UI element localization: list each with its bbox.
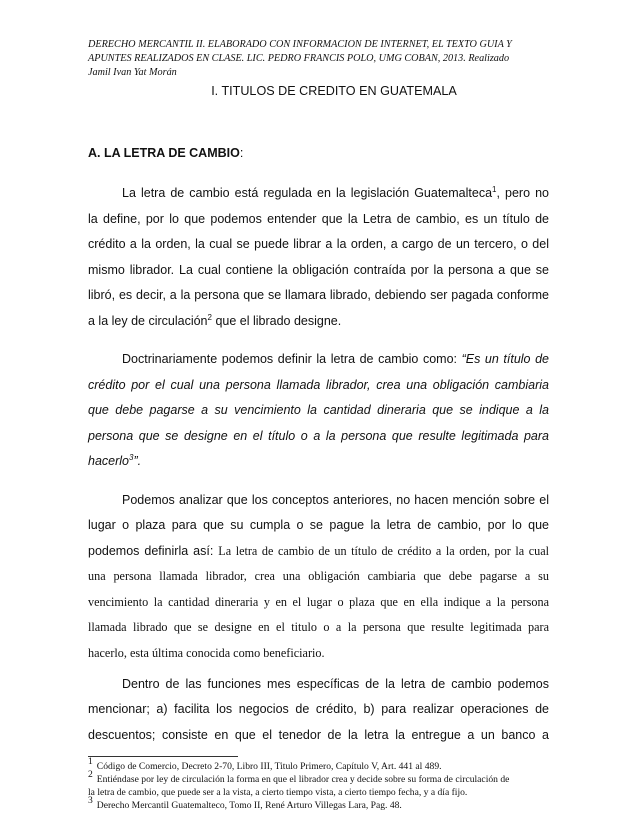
text-line: mismo librador. La cual contiene la obligación contraída por la persona a que se	[88, 263, 549, 277]
footnote-2-continued: la letra de cambio, que puede ser a la vista, a cierto tiempo vista, a cierto tiempo fecha, y a día fijo.	[88, 787, 468, 798]
footnote-3: $^3$ Derecho Mercantil Guatemalteco, Tomo II, René Arturo Villegas Lara, Pag. 48.	[88, 795, 402, 811]
running-header-line-3: Jamil Ivan Yat Morán	[88, 67, 177, 78]
text-line: descuentos; consiste en que el tenedor de la letra la entregue a un banco a	[88, 728, 549, 742]
footnote-1: $^1$ Código de Comercio, Decreto 2-70, Libro III, Titulo Primero, Capítulo V, Art. 441 al 489.	[88, 756, 442, 772]
text-line: una persona llamada librador, crea una obligación cambiaria que debe pagarse a su	[88, 569, 549, 583]
text-line: lugar o plaza para que su cumpla o se pague la letra de cambio, por lo que	[88, 518, 549, 532]
footnote-ref-2: 2	[207, 313, 212, 322]
section-heading-text: A. LA LETRA DE CAMBIO	[88, 146, 240, 160]
quoted-definition: “Es un título de	[461, 352, 549, 366]
text-line: crédito a la orden, la cual se puede librar a la orden, a cargo de un tercero, o del	[88, 237, 549, 251]
footnote-separator	[88, 756, 238, 757]
document-title: I. TITULOS DE CREDITO EN GUATEMALA	[211, 84, 457, 98]
text-line: vencimiento la cantidad dineraria y en el lugar o plaza que en ella indique a la persona	[88, 595, 549, 609]
footnote-ref-1: 1	[492, 185, 497, 194]
footnote-ref-3: 3	[129, 453, 134, 462]
text-line: hacerlo, esta última conocida como beneficiario.	[88, 646, 325, 660]
text-line: La letra de cambio está regulada en la legislación Guatemalteca$^1$, pero no	[122, 185, 549, 200]
text-line: Doctrinariamente podemos definir la letra de cambio como: “Es un título de	[122, 352, 549, 366]
running-header-line-1: DERECHO MERCANTIL II. ELABORADO CON INFORMACION DE INTERNET, EL TEXTO GUIA Y	[88, 39, 512, 50]
running-header-line-2: APUNTES REALIZADOS EN CLASE. LIC. PEDRO FRANCIS POLO, UMG COBAN, 2013. Realizado	[88, 53, 510, 64]
text-line: que debe pagarse a su vencimiento la cantidad dineraria que se indique a la	[88, 403, 549, 417]
text-line: Dentro de las funciones mes específicas de la letra de cambio podemos	[122, 677, 549, 691]
text-line: crédito por el cual una persona llamada librador, crea una obligación cambiaria	[88, 378, 549, 392]
text-line: la define, por lo que podemos entender que la Letra de cambio, es un título de	[88, 212, 549, 226]
text-line: hacerlo$^3$”.	[88, 453, 142, 468]
text-line: a la ley de circulación$^2$ que el librado designe.	[88, 313, 342, 328]
section-heading-colon: :	[239, 146, 244, 160]
text-line: llamada librado que se designe en el titulo o a la persona que resulte legitimada para	[88, 620, 549, 634]
text-line: podemos definirla así: La letra de cambio de un título de crédito a la orden, por la cual	[88, 544, 549, 558]
section-heading	[88, 146, 243, 160]
text-line: mencionar; a) facilita los negocios de crédito, b) para realizar operaciones de	[88, 702, 549, 716]
text-line: libró, es decir, a la persona que se llamara librado, debiendo ser pagada conforme	[88, 288, 549, 302]
text-line: Podemos analizar que los conceptos anteriores, no hacen mención sobre el	[122, 493, 549, 507]
footnote-2: $^2$ Entiéndase por ley de circulación la forma en que el librador crea y decide sobre su forma de circulación de	[88, 769, 510, 785]
text-line: persona que se designe en el título o a la persona que resulte legitimada para	[88, 429, 549, 443]
